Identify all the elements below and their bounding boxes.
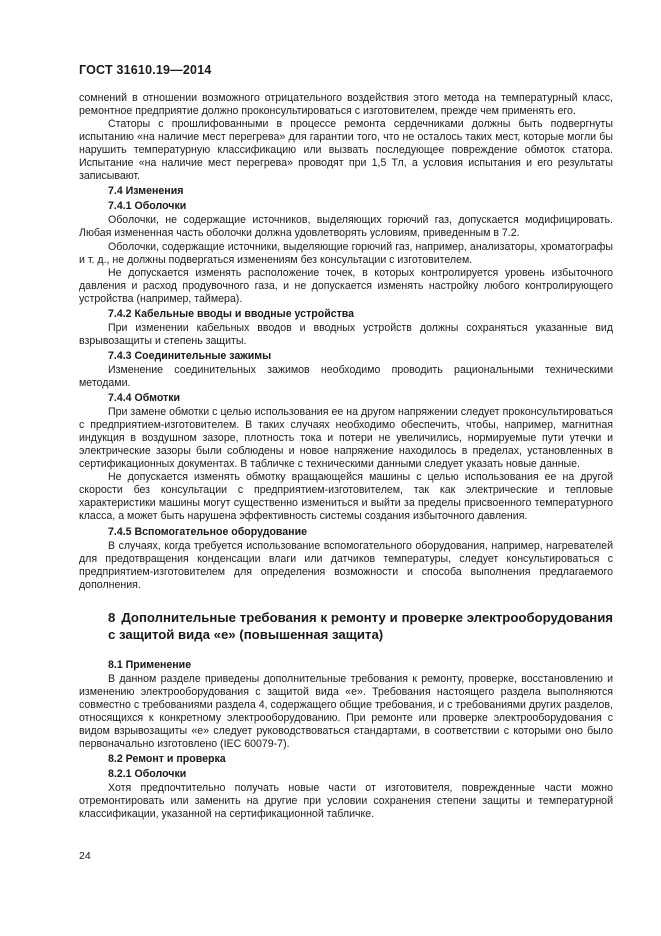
paragraph: Изменение соединительных зажимов необходимо проводить рациональными техническими методами. bbox=[79, 363, 613, 389]
heading-7-4-5: 7.4.5 Вспомогательное оборудование bbox=[108, 525, 307, 538]
heading-7-4-3: 7.4.3 Соединительные зажимы bbox=[108, 349, 272, 362]
heading-7-4: 7.4 Изменения bbox=[108, 185, 184, 198]
paragraph: При замене обмотки с целью использования ее на другом напряжении следует проконсультироваться с предприятием-изготовителем. В таких случаях необходимо обеспечить, чтобы, например, магнитная индукция в воздушном зазоре, плотность тока и потери не увеличились, нормируемые пути утечки и электрические зазоры были соблюдены и новое напряжение находилось в пределах, установленных в сертификационных документах. В табличке с техническими данными следует указать новые данные. bbox=[79, 406, 613, 471]
section-8-number: 8 bbox=[108, 609, 116, 625]
section-8-title: Дополнительные требования к ремонту и проверке электрооборудования с защитой вида «е» (повышенная защита) bbox=[108, 609, 613, 642]
paragraph: При изменении кабельных вводов и вводных устройств должны сохраняться указанные вид взрывозащиты и степень защиты. bbox=[79, 321, 613, 347]
page-number: 24 bbox=[79, 850, 91, 862]
document-header: ГОСТ 31610.19—2014 bbox=[79, 63, 212, 77]
paragraph: Оболочки, не содержащие источников, выделяющих горючий газ, допускается модифицировать. Любая измененная часть оболочки должна удовлетворять условиям, приведенным в 7.2. bbox=[79, 214, 613, 240]
heading-7-4-4: 7.4.4 Обмотки bbox=[108, 392, 181, 405]
paragraph: Хотя предпочтительно получать новые части от изготовителя, поврежденные части можно отремонтировать или заменить на другие при условии сохранения степени защиты и температурной классификации, указанной на сертификационной табличке. bbox=[79, 782, 613, 821]
paragraph: Не допускается изменять обмотку вращающейся машины с целью использования ее на другой скорости без консультации с предприятием-изготовителем, так как электрические и тепловые характеристики машины могут существенно измениться и выйти за пределы присвоенного температурного класса, а может быть нарушена эффективность системы создания избыточного давления. bbox=[79, 471, 613, 523]
paragraph: В данном разделе приведены дополнительные требования к ремонту, проверке, восстановлению и изменению электрооборудования с защитой вида «е». Требования настоящего раздела выполняются совместно с требованиями раздела 4, содержащего общие требования, и с требованиями других разделов, относящихся к конкретному электрооборудованию. При ремонте или проверке электрооборудования с видом взрывозащиты «е» следует руководствоваться стандартами, в соответствии с которыми оно было первоначально изготовлено (IEC 60079-7). bbox=[79, 672, 613, 751]
heading-8-1: 8.1 Применение bbox=[108, 658, 192, 671]
heading-7-4-1: 7.4.1 Оболочки bbox=[108, 200, 187, 213]
page-body bbox=[79, 92, 613, 821]
heading-8-2-1: 8.2.1 Оболочки bbox=[108, 768, 187, 781]
section-8-heading bbox=[79, 609, 613, 643]
paragraph: В случаях, когда требуется использование вспомогательного оборудования, например, нагревателей для предотвращения конденсации влаги или датчиков температуры, следует консультироваться с предприятием-изготовителем для определения возможности и способа выполнения предлагаемого дополнения. bbox=[79, 539, 613, 591]
heading-8-2: 8.2 Ремонт и проверка bbox=[108, 753, 226, 766]
paragraph: Статоры с прошлифованными в процессе ремонта сердечниками должны быть подвергнуты испытанию «на наличие мест перегрева» для гарантии того, что не осталось таких мест, которые могли бы нарушить температурную классификацию или вызвать последующее повреждение обмоток статора. Испытание «на наличие мест перегрева» проводят при 1,5 Тл, а условия испытания и его результаты записывают. bbox=[79, 118, 613, 183]
paragraph: Не допускается изменять расположение точек, в которых контролируется уровень избыточного давления и расход продувочного газа, и не допускается изменять настройку любого контролирующего устройства (например, таймера). bbox=[79, 266, 613, 305]
heading-7-4-2: 7.4.2 Кабельные вводы и вводные устройства bbox=[108, 307, 355, 320]
paragraph: Оболочки, содержащие источники, выделяющие горючий газ, например, анализаторы, хроматографы и т. д., не должны подвергаться изменениям без консультации с изготовителем. bbox=[79, 240, 613, 266]
paragraph: сомнений в отношении возможного отрицательного воздействия этого метода на температурный класс, ремонтное предприятие должно проконсультироваться с изготовителем, прежде чем применять его. bbox=[79, 92, 613, 118]
